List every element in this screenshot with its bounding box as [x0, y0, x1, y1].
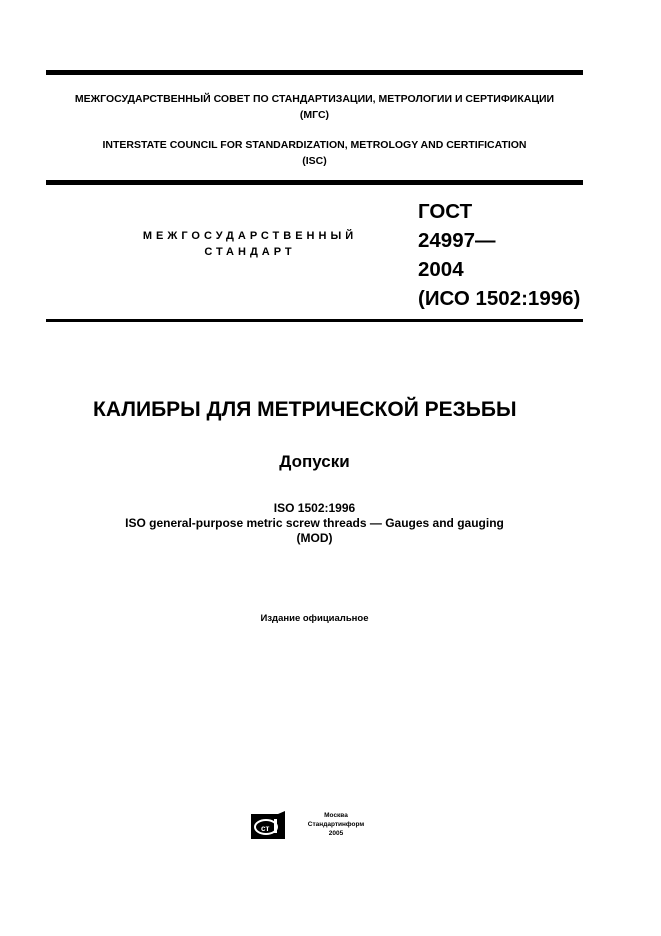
gost-line2: 24997—: [418, 229, 496, 252]
council-en-name: INTERSTATE COUNCIL FOR STANDARDIZATION, METROLOGY AND CERTIFICATION: [102, 139, 527, 151]
iso-reference: [46, 501, 583, 546]
edition-note: Издание официальное: [260, 613, 369, 624]
document-title: КАЛИБРЫ ДЛЯ МЕТРИЧЕСКОЙ РЕЗЬБЫ: [93, 398, 517, 421]
gost-line3: 2004: [418, 258, 464, 281]
council-ru-abbr: (МГС): [299, 109, 330, 121]
council-ru-name: МЕЖГОСУДАРСТВЕННЫЙ СОВЕТ ПО СТАНДАРТИЗАЦИИ, МЕТРОЛОГИИ И СЕРТИФИКАЦИИ: [74, 93, 555, 105]
svg-text:ст: ст: [261, 824, 270, 833]
iso-mod: (MOD): [296, 531, 333, 545]
standard-label: [110, 228, 390, 260]
middle-rule: [46, 180, 583, 185]
bottom-rule: [46, 319, 583, 322]
top-rule: [46, 70, 583, 75]
council-en: [46, 137, 583, 169]
document-subtitle: Допуски: [279, 452, 350, 471]
standartinform-logo-icon: [250, 810, 286, 840]
council-en-abbr: (ISC): [302, 155, 327, 167]
gost-line1: ГОСТ: [418, 200, 473, 223]
standard-label-line2: СТАНДАРТ: [204, 246, 296, 258]
publisher-year: 2005: [328, 830, 344, 837]
publisher-city: Москва: [324, 812, 348, 819]
iso-title: ISO general-purpose metric screw threads — Gauges and gauging: [125, 516, 504, 530]
publisher-name: Стандартинформ: [307, 821, 365, 828]
publisher-block: [296, 811, 376, 838]
standard-label-line1: МЕЖГОСУДАРСТВЕННЫЙ: [142, 230, 358, 242]
gost-designation: [418, 197, 580, 313]
iso-number: ISO 1502:1996: [273, 501, 356, 515]
gost-line4: (ИСО 1502:1996): [418, 287, 581, 310]
council-ru: [46, 91, 583, 123]
